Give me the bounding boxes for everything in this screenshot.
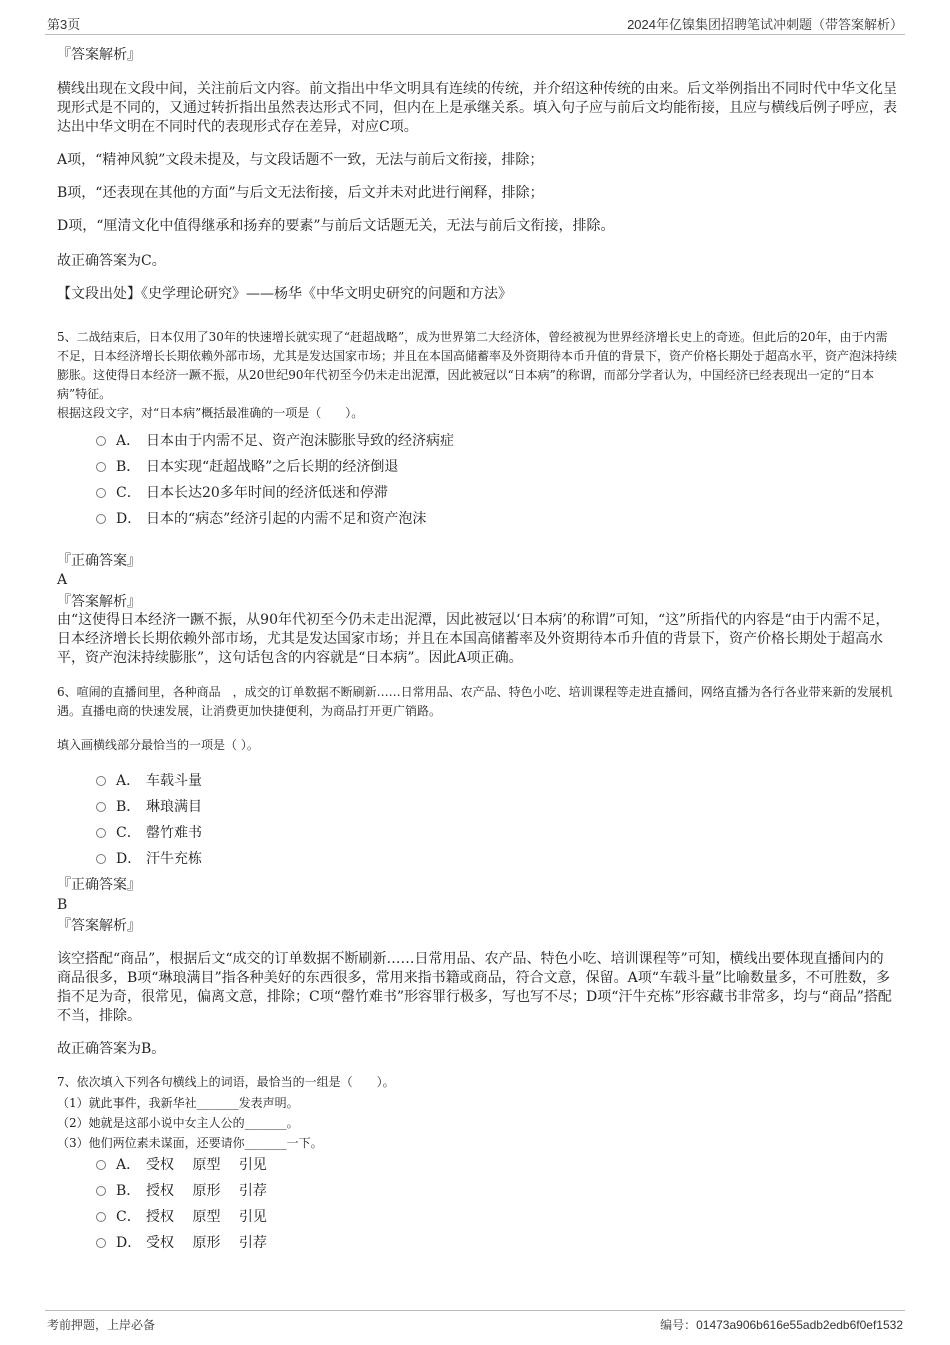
q6-analysis-text: 该空搭配“商品”，根据后文“成交的订单数据不断刷新……日常用品、农产品、特色小吃、培训课程等”可知，横线出要体现直播间内的商品很多，B项“琳琅满目”指各种美好的东西很多，常用来指书籍或商品，符合文意，保留。A项“车载斗量”比喻数量多，不可胜数，多指不足为奇，很常见，偏离文意，排除；C项“罄竹难书”形容罪行极多，写也写不尽；D项“汗牛充栋”形容藏书非常多，均与“商品”搭配不当，排除。 [57, 951, 892, 1024]
radio-icon[interactable] [96, 1160, 106, 1170]
q4-option-a-note: A项，“精神风貌”文段未提及，与文段话题不一致，无法与前后文衔接，排除； [57, 152, 544, 168]
q6-question: 填入画横线部分最恰当的一项是（ ）。 [57, 738, 259, 752]
page-footer [45, 1310, 905, 1335]
q5-stem: 5、二战结束后，日本仅用了30年的快速增长就实现了“赶超战略”，成为世界第二大经济体，曾经被视为世界经济增长史上的奇迹。但此后的20年，由于内需不足，日本经济增长长期依赖外部市场，尤其是发达国家市场；并且在本国高储蓄率及外资期待本币升值的背景下，资产价格长期处于超高水平，资产泡沫持续膨胀。这使得日本经济一蹶不振，从20世纪90年代初至今仍未走出泥潭，因此被冠以“日本病”的称谓，而部分学者认为，中国经济已经表现出一定的“日本病”特征。 [57, 330, 898, 401]
q5-answer: A [57, 572, 68, 588]
q4-source: 【文段出处】《史学理论研究》——杨华《中华文明史研究的问题和方法》 [57, 286, 512, 302]
q7-sentence-2: （2）她就是这部小说中女主人公的_______。 [57, 1116, 299, 1130]
radio-icon[interactable] [96, 514, 106, 524]
q5-option-d[interactable]: D． 日本的“病态”经济引起的内需不足和资产泡沫 [96, 509, 426, 529]
page-number: 第3页 [47, 17, 81, 32]
q4-conclusion: 故正确答案为C。 [57, 253, 166, 269]
q6-option-d[interactable]: D． 汗牛充栋 [96, 849, 202, 869]
q7-sentence-1: （1）就此事件，我新华社_______发表声明。 [57, 1096, 299, 1110]
q4-option-d-note: D项，“厘清文化中值得继承和扬弃的要素”与前后文话题无关，无法与前后文衔接，排除。 [57, 218, 615, 234]
radio-icon[interactable] [96, 854, 106, 864]
radio-icon[interactable] [96, 802, 106, 812]
q7-option-c[interactable]: C． 授权 原型 引见 [96, 1207, 267, 1227]
q4-analysis-text: 横线出现在文段中间，关注前后文内容。前文指出中华文明具有连续的传统，并介绍这种传统的由来。后文举例指出不同时代中华文化呈现形式是不同的，又通过转折指出虽然表达形式不同，但内在上是承继关系。填入句子应与前后文均能衔接，且应与横线后例子呼应，表达出中华文明在不同时代的表现形式存在差异，对应C项。 [57, 81, 897, 135]
q5-analysis-label: 『答案解析』 [57, 594, 141, 610]
document-code: 编号：01473a906b616e55adb2edb6f0ef1532 [660, 1318, 903, 1332]
q6-option-b[interactable]: B． 琳琅满目 [96, 797, 202, 817]
q5-option-b[interactable]: B． 日本实现“赶超战略”之后长期的经济倒退 [96, 457, 398, 477]
q7-option-b[interactable]: B． 授权 原形 引荐 [96, 1181, 267, 1201]
radio-icon[interactable] [96, 436, 106, 446]
q7-option-d[interactable]: D． 受权 原形 引荐 [96, 1233, 267, 1253]
q6-option-a[interactable]: A． 车载斗量 [96, 771, 202, 791]
q4-option-b-note: B项，“还表现在其他的方面”与后文无法衔接，后文并未对此进行阐释，排除； [57, 185, 544, 201]
q4-analysis-label: 『答案解析』 [57, 47, 141, 63]
radio-icon[interactable] [96, 1212, 106, 1222]
radio-icon[interactable] [96, 1238, 106, 1248]
document-title: 2024年亿镍集团招聘笔试冲刺题（带答案解析） [627, 17, 903, 32]
q5-option-c[interactable]: C． 日本长达20多年时间的经济低迷和停滞 [96, 483, 388, 503]
q5-analysis-text: 由“这使得日本经济一蹶不振，从90年代初至今仍未走出泥潭，因此被冠以‘日本病’的称谓”可知，“这”所指代的内容是“由于内需不足，日本经济增长长期依赖外部市场，尤其是发达国家市场；并且在本国高储蓄率及外资期待本币升值的背景下，资产价格长期处于超高水平，资产泡沫持续膨胀”，这句话包含的内容就是“日本病”。因此A项正确。 [57, 612, 890, 666]
radio-icon[interactable] [96, 462, 106, 472]
q6-answer-label: 『正确答案』 [57, 877, 141, 893]
q7-stem: 7、依次填入下列各句横线上的词语，最恰当的一组是（ ）。 [57, 1075, 395, 1089]
q5-question: 根据这段文字，对“日本病”概括最准确的一项是（ ）。 [57, 406, 364, 420]
q7-sentence-3: （3）他们两位素未谋面，还要请你_______一下。 [57, 1136, 323, 1150]
q6-analysis-label: 『答案解析』 [57, 918, 141, 934]
q6-answer: B [57, 897, 68, 913]
q6-option-c[interactable]: C． 罄竹难书 [96, 823, 202, 843]
footer-slogan: 考前押题，上岸必备 [47, 1318, 156, 1332]
q5-answer-label: 『正确答案』 [57, 553, 141, 569]
radio-icon[interactable] [96, 1186, 106, 1196]
q6-stem: 6、喧闹的直播间里，各种商品 ，成交的订单数据不断刷新……日常用品、农产品、特色小吃、培训课程等走进直播间，网络直播为各行各业带来新的发展机遇。直播电商的快速发展，让消费更加快捷便利，为商品打开更广销路。 [57, 685, 893, 718]
q5-option-a[interactable]: A． 日本由于内需不足、资产泡沫膨胀导致的经济病症 [96, 431, 454, 451]
q7-option-a[interactable]: A． 受权 原型 引见 [96, 1155, 267, 1175]
q6-conclusion: 故正确答案为B。 [57, 1041, 166, 1057]
radio-icon[interactable] [96, 776, 106, 786]
radio-icon[interactable] [96, 828, 106, 838]
page-header [45, 12, 905, 35]
radio-icon[interactable] [96, 488, 106, 498]
